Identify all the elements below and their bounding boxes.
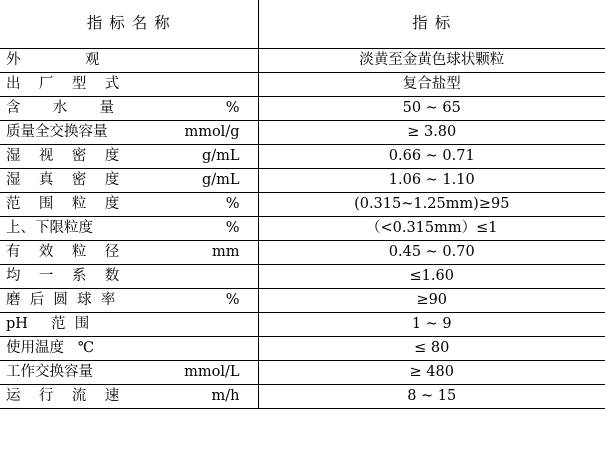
spec-name: 磨 后 圆 球 率 xyxy=(6,292,116,309)
spec-name-wrap xyxy=(0,313,258,336)
spec-name: 外 观 xyxy=(6,52,100,69)
spec-name-cell xyxy=(0,289,258,313)
spec-value-cell: 0.45 ~ 0.70 xyxy=(258,241,605,265)
table-row xyxy=(0,145,605,169)
spec-value-cell: 淡黄至金黄色球状颗粒 xyxy=(258,49,605,73)
spec-value-cell: ≥ 3.80 xyxy=(258,121,605,145)
spec-unit: g/mL xyxy=(201,172,240,189)
spec-name-wrap xyxy=(0,49,258,72)
table-row xyxy=(0,337,605,361)
spec-name: 使用温度 ℃ xyxy=(6,340,95,357)
spec-name-wrap xyxy=(0,73,258,96)
table-row xyxy=(0,169,605,193)
spec-name-cell xyxy=(0,337,258,361)
spec-name-cell xyxy=(0,265,258,289)
spec-value-cell: 1.06 ~ 1.10 xyxy=(258,169,605,193)
spec-name-cell xyxy=(0,169,258,193)
spec-name-cell xyxy=(0,49,258,73)
spec-value-cell: ≥90 xyxy=(258,289,605,313)
spec-value-cell: ≤ 80 xyxy=(258,337,605,361)
spec-name-cell xyxy=(0,145,258,169)
table-row xyxy=(0,73,605,97)
spec-value-cell: 1 ~ 9 xyxy=(258,313,605,337)
spec-name: 质量全交换容量 xyxy=(6,124,108,141)
spec-name: 湿 真 密 度 xyxy=(6,172,120,189)
table-row xyxy=(0,193,605,217)
spec-value-cell: 8 ~ 15 xyxy=(258,385,605,409)
spec-name: 有 效 粒 径 xyxy=(6,244,120,261)
spec-name: 含 水 量 xyxy=(6,100,115,117)
spec-value-cell: ≥ 480 xyxy=(258,361,605,385)
table-row xyxy=(0,385,605,409)
spec-name-cell xyxy=(0,193,258,217)
spec-name: 出 厂 型 式 xyxy=(6,76,120,93)
spec-name-wrap xyxy=(0,337,258,360)
spec-unit: mmol/L xyxy=(184,364,240,381)
header-value-cell: 指 标 xyxy=(258,0,605,49)
spec-name-wrap xyxy=(0,361,258,384)
spec-name-cell xyxy=(0,217,258,241)
spec-name-cell xyxy=(0,241,258,265)
spec-name: 范 围 粒 度 xyxy=(6,196,120,213)
spec-unit: m/h xyxy=(211,388,240,405)
spec-name-wrap xyxy=(0,217,258,240)
spec-name: 工作交换容量 xyxy=(6,364,93,381)
spec-value-cell: 0.66 ~ 0.71 xyxy=(258,145,605,169)
table-row xyxy=(0,361,605,385)
spec-name-wrap xyxy=(0,145,258,168)
spec-name-cell xyxy=(0,361,258,385)
spec-name-wrap xyxy=(0,97,258,120)
spec-name-cell xyxy=(0,385,258,409)
spec-value-cell: (0.315~1.25mm)≥95 xyxy=(258,193,605,217)
spec-unit: mm xyxy=(212,244,240,261)
spec-name: 上、下限粒度 xyxy=(6,220,93,237)
header-name-cell: 指 标 名 称 xyxy=(0,0,258,49)
spec-unit: % xyxy=(225,196,240,213)
spec-unit: % xyxy=(225,292,240,309)
spec-name: 湿 视 密 度 xyxy=(6,148,120,165)
spec-value-cell: ≤1.60 xyxy=(258,265,605,289)
spec-unit: mmol/g xyxy=(184,124,240,141)
table-row xyxy=(0,97,605,121)
table-row xyxy=(0,313,605,337)
spec-name-wrap xyxy=(0,385,258,408)
table-row xyxy=(0,49,605,73)
spec-unit: % xyxy=(225,220,240,237)
spec-value-cell: 50 ~ 65 xyxy=(258,97,605,121)
spec-name: 运 行 流 速 xyxy=(6,388,120,405)
table-row xyxy=(0,217,605,241)
spec-value-cell: 复合盐型 xyxy=(258,73,605,97)
spec-unit: % xyxy=(225,100,240,117)
table-row xyxy=(0,241,605,265)
spec-name-wrap xyxy=(0,241,258,264)
table-row xyxy=(0,265,605,289)
spec-name-cell xyxy=(0,97,258,121)
table-header-row xyxy=(0,0,605,49)
spec-value-cell: （<0.315mm）≤1 xyxy=(258,217,605,241)
spec-unit: g/mL xyxy=(201,148,240,165)
spec-name-wrap xyxy=(0,169,258,192)
spec-name-wrap xyxy=(0,289,258,312)
table-row xyxy=(0,121,605,145)
spec-name: 均 一 系 数 xyxy=(6,268,120,285)
spec-name-wrap xyxy=(0,193,258,216)
spec-name: pH 范 围 xyxy=(6,316,90,333)
spec-name-cell xyxy=(0,313,258,337)
spec-name-cell xyxy=(0,73,258,97)
table-row xyxy=(0,289,605,313)
spec-name-cell xyxy=(0,121,258,145)
spec-name-wrap xyxy=(0,121,258,144)
spec-name-wrap xyxy=(0,265,258,288)
